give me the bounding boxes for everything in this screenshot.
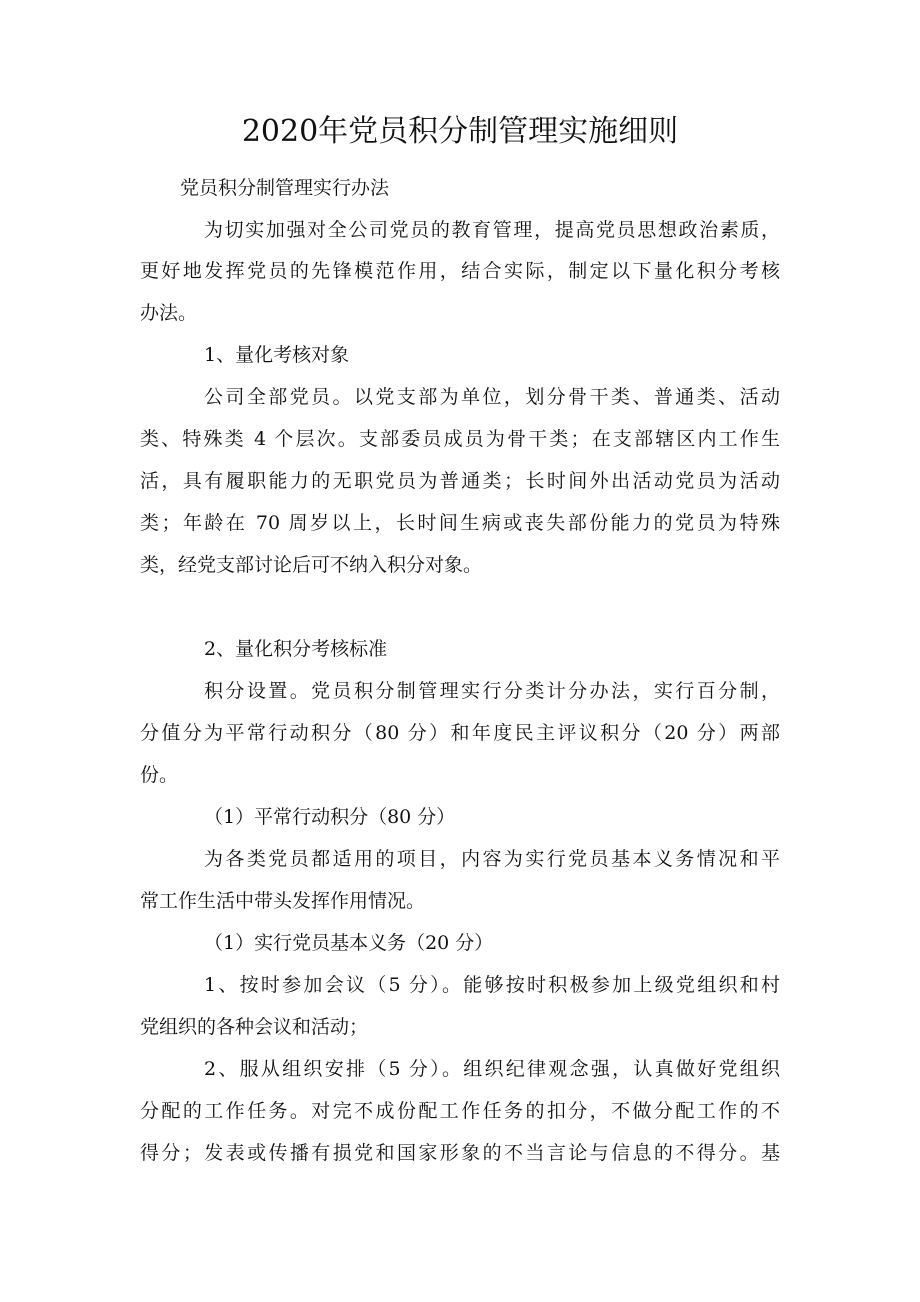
paragraph-line: 为各类党员都适用的项目，内容为实行党员基本义务情况和平 (204, 848, 780, 870)
paragraph-line: 活，具有履职能力的无职党员为普通类；长时间外出活动党员为活动 (140, 470, 780, 492)
paragraph-line: 2、服从组织安排（5 分）。组织纪律观念强，认真做好党组织 (204, 1058, 780, 1080)
subtitle-line: 党员积分制管理实行办法 (180, 177, 390, 199)
paragraph-line: 类、特殊类 4 个层次。支部委员成员为骨干类；在支部辖区内工作生 (140, 428, 780, 450)
document-title: 2020年党员积分制管理实施细则 (241, 114, 679, 149)
paragraph-line: 1、按时参加会议（5 分）。能够按时积极参加上级党组织和村 (204, 974, 780, 996)
paragraph-line: 办法。 (140, 302, 198, 324)
paragraph-line: 分值分为平常行动积分（80 分）和年度民主评议积分（20 分）两部 (140, 722, 780, 744)
subsection-heading: （1）实行党员基本义务（20 分） (204, 932, 494, 954)
section-heading: 1、量化考核对象 (204, 344, 350, 366)
paragraph-line: 积分设置。党员积分制管理实行分类计分办法，实行百分制， (204, 680, 780, 702)
paragraph-line: 类；年龄在 70 周岁以上，长时间生病或丧失部份能力的党员为特殊 (140, 512, 780, 534)
paragraph-line: 更好地发挥党员的先锋模范作用，结合实际，制定以下量化积分考核 (140, 260, 780, 282)
paragraph-line: 分配的工作任务。对完不成份配工作任务的扣分，不做分配工作的不 (140, 1100, 780, 1122)
paragraph-line: 常工作生活中带头发挥作用情况。 (140, 890, 426, 912)
paragraph-line: 为切实加强对全公司党员的教育管理，提高党员思想政治素质， (204, 219, 780, 241)
subsection-heading: （1）平常行动积分（80 分） (204, 806, 456, 828)
paragraph-line: 得分；发表或传播有损党和国家形象的不当言论与信息的不得分。基 (140, 1142, 780, 1164)
paragraph-line: 公司全部党员。以党支部为单位，划分骨干类、普通类、活动 (204, 386, 780, 408)
section-heading: 2、量化积分考核标准 (204, 638, 388, 660)
paragraph-line: 党组织的各种会议和活动； (140, 1016, 369, 1038)
paragraph-line: 类，经党支部讨论后可不纳入积分对象。 (140, 554, 483, 576)
paragraph-line: 份。 (140, 764, 179, 786)
